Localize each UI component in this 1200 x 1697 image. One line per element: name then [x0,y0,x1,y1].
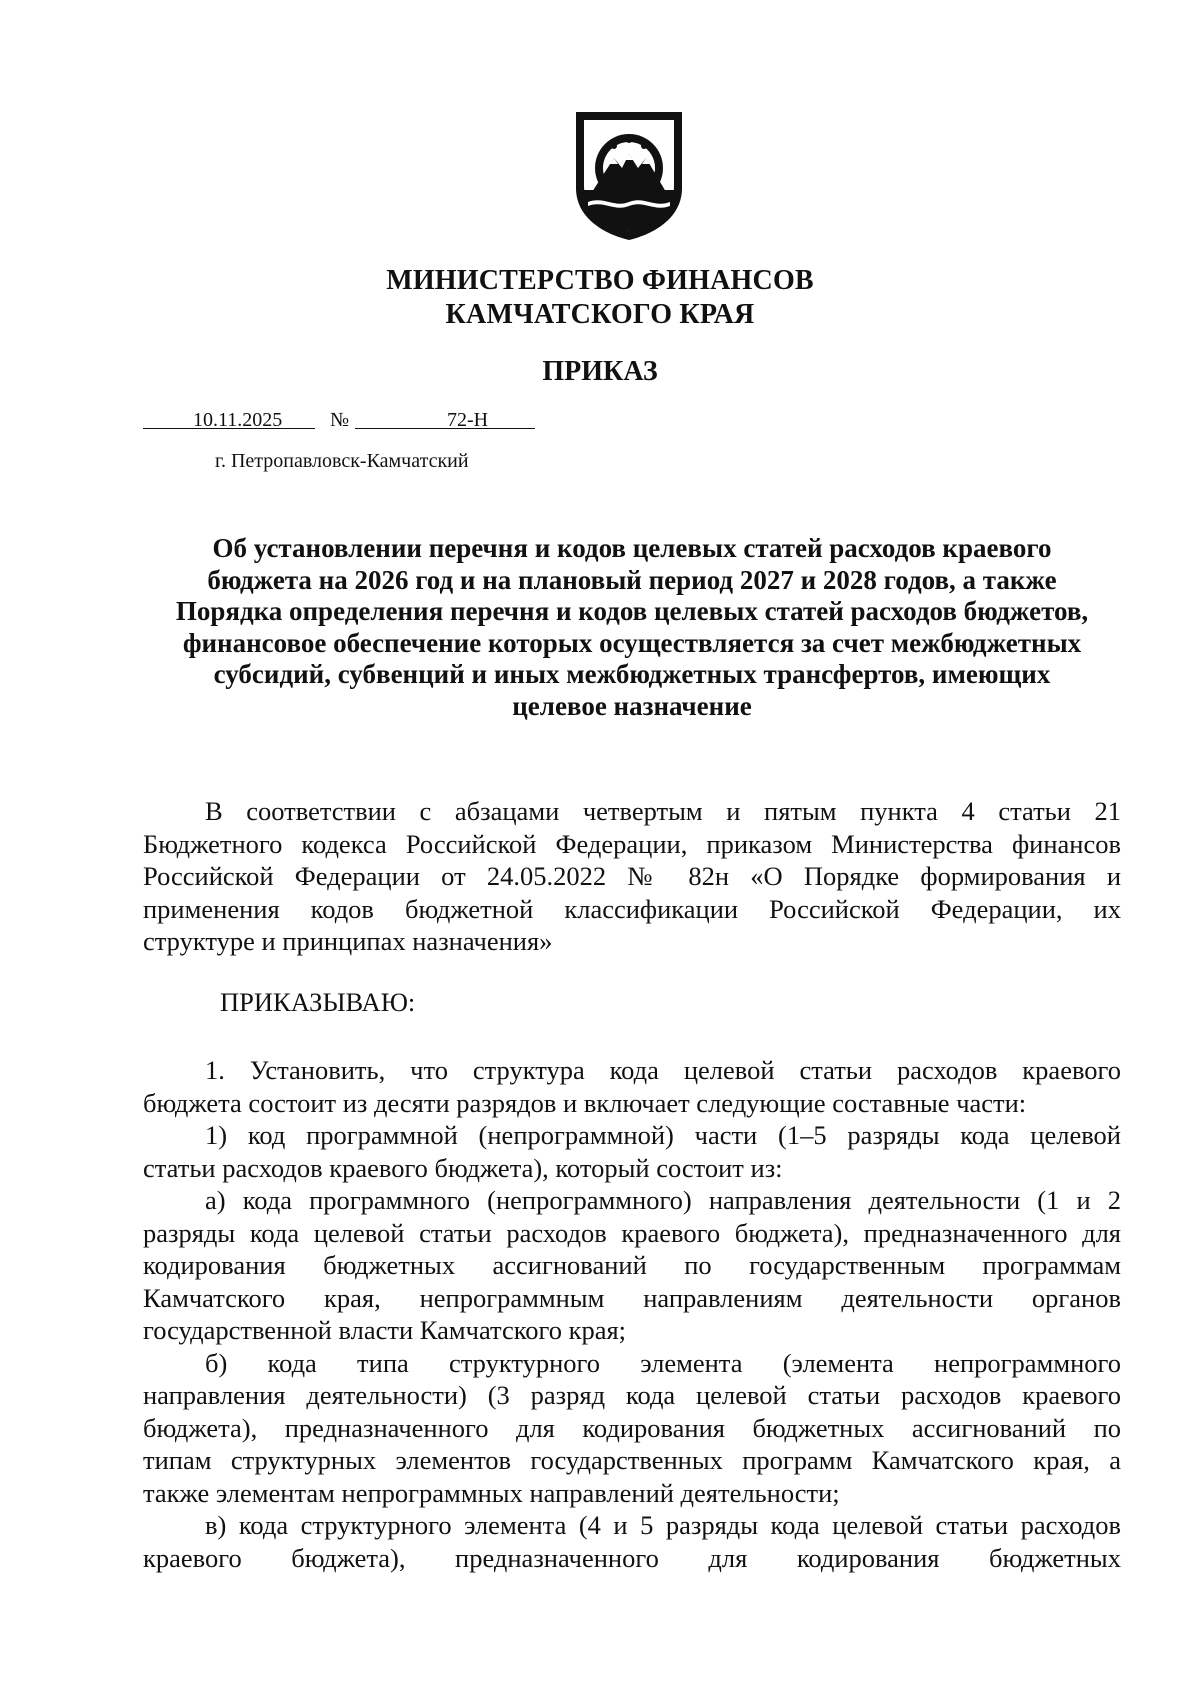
document-number: 72-Н [447,409,489,431]
body-line: 1) код программной (непрограммной) части (1–5 разряды кода целевой [205,1120,1121,1150]
subject-line: финансовое обеспечение которых осуществляется за счет межбюджетных [182,627,1082,658]
document-city: г. Петропавловск-Камчатский [215,450,469,472]
document-type: ПРИКАЗ [542,356,658,387]
subject-line: целевое назначение [512,690,752,721]
body-line: б) кода типа структурного элемента (элемента непрограммного [205,1347,1121,1378]
command-word: ПРИКАЗЫВАЮ: [220,987,416,1017]
preamble-line: Российской Федерации от 24.05.2022 № 82н «О Порядке формирования и [143,861,1121,891]
body-line: бюджета состоит из десяти разрядов и включает следующие составные части: [143,1087,1027,1118]
subject-line: Порядка определения перечня и кодов целевых статей расходов бюджетов, [175,596,1089,626]
body-line: статьи расходов краевого бюджета), который состоит из: [143,1152,783,1183]
preamble-line: В соответствии с абзацами четвертым и пятым пункта 4 статьи 21 [205,796,1121,826]
body-line: типам структурных элементов государственных программ Камчатского края, а [143,1445,1121,1475]
body-line: также элементам непрограммных направлений деятельности; [143,1477,840,1508]
order-body [143,1054,1121,1574]
subject-line: бюджета на 2026 год и на плановый период 2027 и 2028 годов, а также [207,564,1057,595]
body-line: а) кода программного (непрограммного) направления деятельности (1 и 2 [205,1185,1121,1215]
subject-line: субсидий, субвенций и иных межбюджетных трансфертов, имеющих [213,659,1051,689]
body-line: краевого бюджета), предназначенного для кодирования бюджетных [143,1542,1121,1573]
preamble-line: применения кодов бюджетной классификации Российской Федерации, их [143,893,1121,924]
number-underline [355,428,535,429]
body-line: кодирования бюджетных ассигнований по государственным программам [143,1250,1121,1280]
document-date: 10.11.2025 [193,409,283,431]
body-line: государственной власти Камчатского края; [143,1315,627,1345]
preamble-line: структуре и принципах назначения» [143,926,553,956]
body-line: 1. Установить, что структура кода целевой статьи расходов краевого [205,1055,1121,1085]
body-line: разряды кода целевой статьи расходов краевого бюджета), предназначенного для [143,1217,1121,1248]
preamble-paragraph [143,795,1121,958]
body-line: Камчатского края, непрограммным направлениям деятельности органов [143,1282,1121,1313]
preamble-line: Бюджетного кодекса Российской Федерации, приказом Министерства финансов [143,828,1121,859]
body-line: в) кода структурного элемента (4 и 5 разряды кода целевой статьи расходов [205,1510,1121,1540]
body-line: направления деятельности) (3 разряд кода целевой статьи расходов краевого [143,1380,1121,1410]
number-label: № [330,409,350,431]
body-line: бюджета), предназначенного для кодирования бюджетных ассигнований по [143,1412,1121,1443]
org-name-line-1: МИНИСТЕРСТВО ФИНАНСОВ [386,265,814,296]
document-subject [142,533,1122,722]
kamchatka-coat-of-arms-icon [574,110,684,242]
org-name-line-2: КАМЧАТСКОГО КРАЯ [445,299,755,330]
subject-line: Об установлении перечня и кодов целевых статей расходов краевого [212,533,1052,563]
